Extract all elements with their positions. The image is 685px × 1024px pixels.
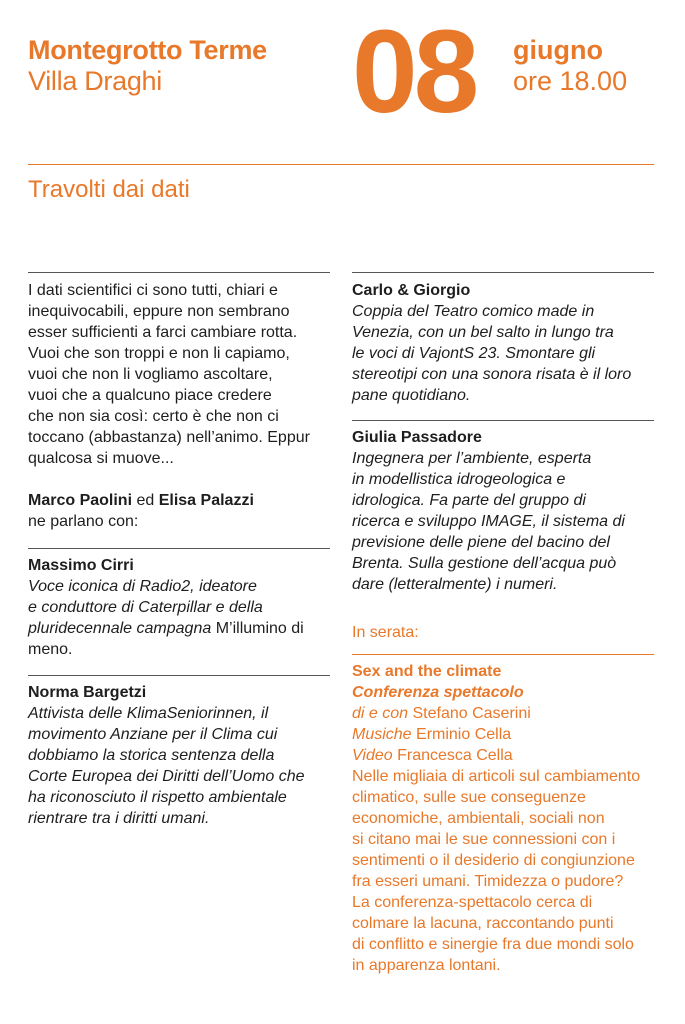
campaign-name: M’illumino di bbox=[211, 620, 304, 637]
credit-role: di e con bbox=[352, 705, 409, 722]
credit-role: Musiche bbox=[352, 726, 412, 743]
speakers-line bbox=[28, 490, 338, 511]
guest-name: Carlo & Giorgio bbox=[352, 282, 471, 299]
guest-name: Giulia Passadore bbox=[352, 429, 482, 446]
show-desc-line: fra esseri umani. Timidezza o pudore? bbox=[352, 873, 624, 890]
event-day: 08 bbox=[352, 6, 476, 138]
credit-person: Stefano Caserini bbox=[408, 705, 531, 722]
guest-desc-line: e conduttore di Caterpillar e della bbox=[28, 599, 263, 616]
show-desc-line: in apparenza lontani. bbox=[352, 957, 501, 974]
intro-line: che non sia così: certo è che non ci bbox=[28, 408, 279, 425]
guest-desc-line: meno. bbox=[28, 641, 73, 658]
talk-with: ne parlano con: bbox=[28, 513, 139, 530]
guest-desc-line: Attivista delle KlimaSeniorinnen, il bbox=[28, 705, 269, 722]
show-title: Sex and the climate bbox=[352, 663, 502, 680]
show-subtitle: Conferenza spettacolo bbox=[352, 684, 524, 701]
guest-desc-line bbox=[28, 618, 338, 639]
guest-divider bbox=[352, 420, 654, 421]
show-desc-line: La conferenza-spettacolo cerca di bbox=[352, 894, 593, 911]
guest-desc-line: stereotipi con una sonora risata è il loro bbox=[352, 366, 632, 383]
guest-name: Massimo Cirri bbox=[28, 557, 134, 574]
event-time: ore 18.00 bbox=[513, 66, 628, 96]
show-credit bbox=[352, 703, 677, 724]
speaker-name: Elisa Palazzi bbox=[158, 492, 254, 509]
intro-line: vuoi che a qualcuno piace credere bbox=[28, 387, 272, 404]
guest-carlo-giorgio bbox=[352, 280, 672, 406]
credit-person: Erminio Cella bbox=[411, 726, 512, 743]
intro-line: esser sufficienti a farci cambiare rotta. bbox=[28, 324, 298, 341]
show-desc-line: climatico, sulle sue conseguenze bbox=[352, 789, 586, 806]
left-column-divider bbox=[28, 272, 330, 273]
guest-giulia-passadore bbox=[352, 427, 672, 595]
guest-desc-line: rientrare tra i diritti umani. bbox=[28, 810, 210, 827]
place-name: Montegrotto Terme bbox=[28, 35, 267, 65]
guest-desc-line: le voci di VajontS 23. Smontare gli bbox=[352, 345, 596, 362]
guest-desc-line: idrologica. Fa parte del gruppo di bbox=[352, 492, 586, 509]
show-credit bbox=[352, 745, 677, 766]
intro-line: qualcosa si muove... bbox=[28, 450, 174, 467]
guest-desc-line: Coppia del Teatro comico made in bbox=[352, 303, 595, 320]
guest-name: Norma Bargetzi bbox=[28, 684, 147, 701]
guest-desc-line: Voce iconica di Radio2, ideatore bbox=[28, 578, 257, 595]
show-desc-line: sentimenti o il desiderio di congiunzione bbox=[352, 852, 635, 869]
guest-divider bbox=[28, 675, 330, 676]
right-column-divider bbox=[352, 272, 654, 273]
campaign-intro: pluridecennale campagna bbox=[28, 620, 212, 637]
guest-desc-line: Corte Europea dei Diritti dell’Uomo che bbox=[28, 768, 305, 785]
guest-desc-line: dobbiamo la storica sentenza della bbox=[28, 747, 275, 764]
evening-divider bbox=[352, 654, 654, 655]
event-month: giugno bbox=[513, 35, 603, 65]
guest-desc-line: pane quotidiano. bbox=[352, 387, 471, 404]
guest-desc-line: Brenta. Sulla gestione dell’acqua può bbox=[352, 555, 617, 572]
speakers bbox=[28, 490, 338, 532]
evening-show bbox=[352, 661, 677, 976]
credit-role: Video bbox=[352, 747, 393, 764]
guest-desc-line: previsione delle piene del bacino del bbox=[352, 534, 610, 551]
show-credit bbox=[352, 724, 677, 745]
show-desc-line: si citano mai le sue connessioni con i bbox=[352, 831, 616, 848]
guest-desc-line: Ingegnera per l’ambiente, esperta bbox=[352, 450, 592, 467]
guest-desc-line: movimento Anziane per il Clima cui bbox=[28, 726, 278, 743]
evening-label: In serata: bbox=[352, 624, 419, 641]
guest-divider bbox=[28, 548, 330, 549]
event-location bbox=[28, 34, 267, 96]
show-desc-line: di conflitto e sinergie fra due mondi solo bbox=[352, 936, 634, 953]
intro-line: I dati scientifici ci sono tutti, chiari e bbox=[28, 282, 278, 299]
header-divider bbox=[28, 164, 654, 165]
guest-norma-bargetzi bbox=[28, 682, 338, 829]
guest-desc-line: dare (letteralmente) i numeri. bbox=[352, 576, 558, 593]
intro-line: inequivocabili, eppure non sembrano bbox=[28, 303, 290, 320]
guest-desc-line: ricerca e sviluppo IMAGE, il sistema di bbox=[352, 513, 625, 530]
intro-text bbox=[28, 280, 338, 469]
conjunction: ed bbox=[132, 492, 159, 509]
show-desc-line: Nelle migliaia di articoli sul cambiamento bbox=[352, 768, 641, 785]
intro-line: toccano (abbastanza) nell’animo. Eppur bbox=[28, 429, 310, 446]
show-desc-line: colmare la lacuna, raccontando punti bbox=[352, 915, 614, 932]
guest-desc-line: ha riconosciuto il rispetto ambientale bbox=[28, 789, 287, 806]
intro-line: vuoi che non li vogliamo ascoltare, bbox=[28, 366, 273, 383]
venue-name: Villa Draghi bbox=[28, 66, 162, 96]
event-date bbox=[513, 34, 627, 96]
credit-person: Francesca Cella bbox=[392, 747, 513, 764]
intro-line: Vuoi che son troppi e non li capiamo, bbox=[28, 345, 290, 362]
guest-desc-line: in modellistica idrogeologica e bbox=[352, 471, 566, 488]
guest-massimo-cirri bbox=[28, 555, 338, 660]
guest-desc-line: Venezia, con un bel salto in lungo tra bbox=[352, 324, 614, 341]
event-title: Travolti dai dati bbox=[28, 176, 190, 203]
speaker-name: Marco Paolini bbox=[28, 492, 133, 509]
show-desc-line: economiche, ambientali, sociali non bbox=[352, 810, 605, 827]
